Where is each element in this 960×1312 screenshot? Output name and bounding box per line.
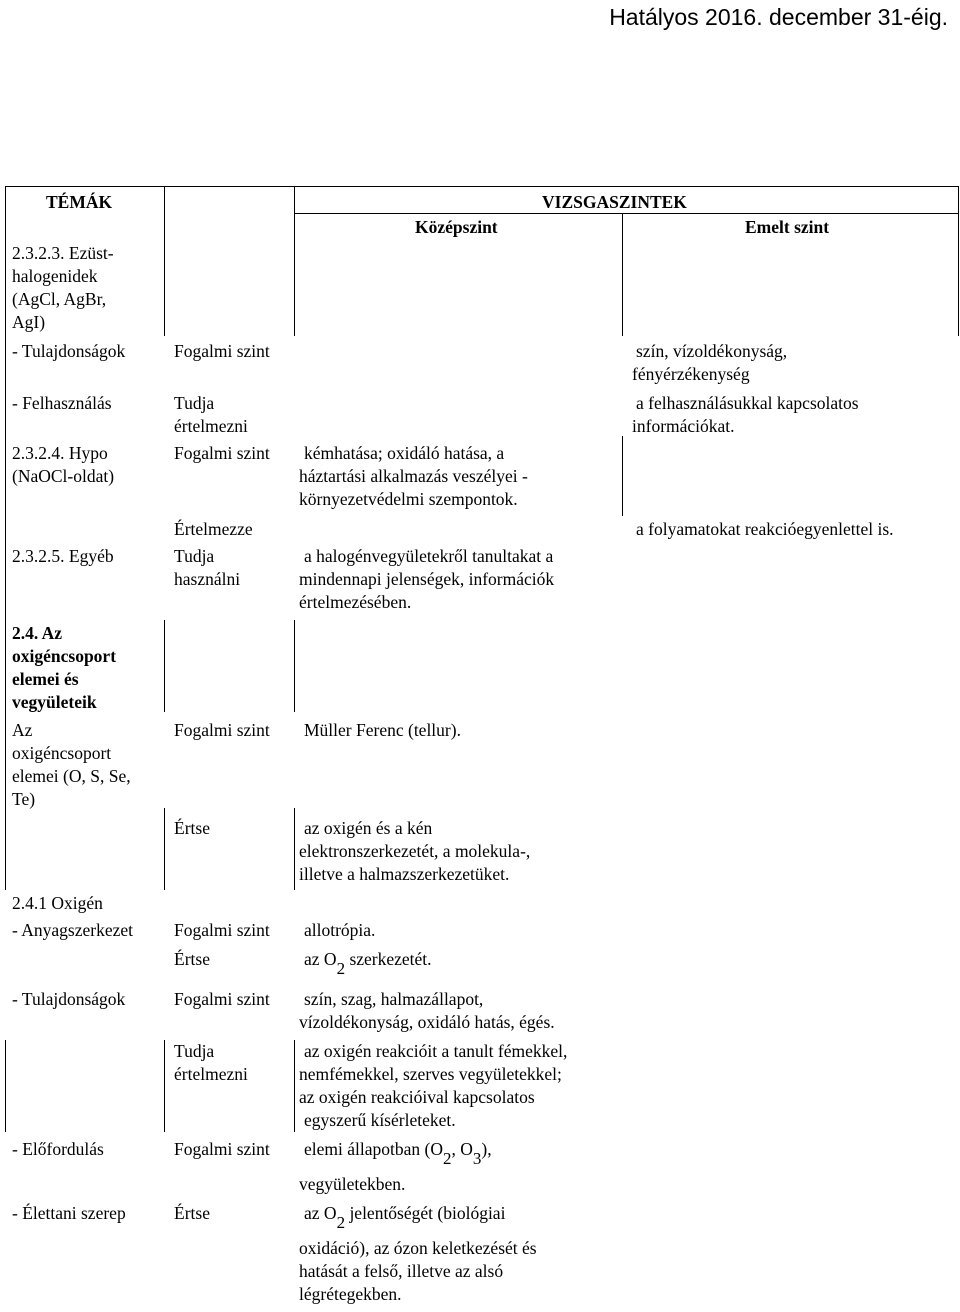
- level-fogalmi: Fogalmi szint: [174, 443, 270, 463]
- level-ertse: Értse: [174, 949, 210, 969]
- adv-process: a folyamatokat reakcióegyenlettel is.: [636, 519, 894, 539]
- topic-structure: - Anyagszerkezet: [12, 920, 133, 940]
- mid-muller: Müller Ferenc (tellur).: [304, 720, 461, 740]
- topic-usage: - Felhasználás: [12, 393, 112, 413]
- topic-properties: - Tulajdonságok: [12, 341, 126, 361]
- mid-level-heading: Középszint: [415, 217, 498, 237]
- topic-oxygen: 2.4.1 Oxigén: [12, 893, 103, 913]
- level-fogalmi: Fogalmi szint: [174, 341, 270, 361]
- level-fogalmi: Fogalmi szint: [174, 1139, 270, 1159]
- topic-occurrence: - Előfordulás: [12, 1139, 104, 1159]
- topic-physio-role: - Élettani szerep: [12, 1203, 126, 1223]
- level-fogalmi: Fogalmi szint: [174, 920, 270, 940]
- topic-properties-2: - Tulajdonságok: [12, 989, 126, 1009]
- topics-heading: TÉMÁK: [46, 192, 113, 212]
- validity-header: Hatályos 2016. december 31-éig.: [609, 4, 948, 30]
- level-ertelmezze: Értelmezze: [174, 519, 253, 539]
- adv-level-heading: Emelt szint: [745, 217, 830, 237]
- mid-allotropy: allotrópia.: [304, 920, 376, 940]
- topic-other: 2.3.2.5. Egyéb: [12, 546, 114, 566]
- exam-levels-heading: VIZSGASZINTEK: [542, 192, 687, 212]
- mid-o2-structure: az $O_2$ szerkezetét.: [304, 949, 432, 978]
- level-fogalmi: Fogalmi szint: [174, 989, 270, 1009]
- level-fogalmi: Fogalmi szint: [174, 720, 270, 740]
- level-ertse: Értse: [174, 1203, 210, 1223]
- level-ertse: Értse: [174, 818, 210, 838]
